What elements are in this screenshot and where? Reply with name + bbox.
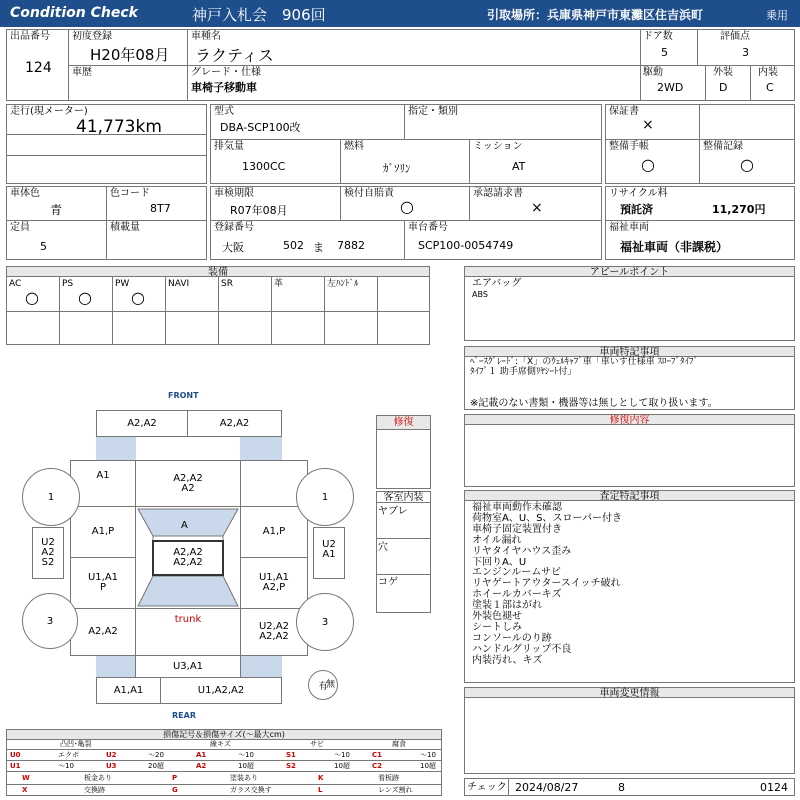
fuel: ｶﾞｿﾘﾝ bbox=[383, 162, 411, 175]
legend-desc: ガラス交換す bbox=[230, 786, 272, 794]
reg-class: 502 bbox=[283, 239, 304, 252]
legend-desc: エクボ bbox=[58, 751, 79, 759]
reg-area: 大阪 bbox=[222, 241, 244, 254]
legend-desc: 〜20 bbox=[148, 751, 164, 759]
inspection-label: 車検期限 bbox=[214, 188, 254, 199]
rear-label: REAR bbox=[172, 711, 196, 720]
auction-title: 神戸入札会 906回 bbox=[192, 6, 326, 24]
condition-check-title: Condition Check bbox=[10, 5, 138, 21]
legend-group-corrosion: 腐食 bbox=[392, 740, 406, 748]
repair-content-title: 修復内容 bbox=[465, 415, 794, 425]
model-type: DBA-SCP100改 bbox=[220, 121, 301, 134]
recycle-label: リサイクル料 bbox=[609, 188, 668, 199]
trunk[interactable] bbox=[135, 608, 241, 656]
color-code-label: 色コード bbox=[110, 188, 150, 199]
reg-number: 7882 bbox=[337, 239, 365, 252]
left-pillar[interactable] bbox=[32, 527, 64, 579]
legend-code: U0 bbox=[10, 751, 21, 759]
windshield-text: A bbox=[181, 520, 188, 531]
legend-code: P bbox=[172, 774, 178, 782]
tire-rear-left-text: 3 bbox=[46, 615, 54, 627]
left-rear-door[interactable] bbox=[70, 557, 136, 609]
left-quarter[interactable] bbox=[70, 608, 136, 656]
legend-desc: 〜10 bbox=[238, 751, 254, 759]
legend-desc: 〜10 bbox=[334, 751, 350, 759]
equip-label-ps: PS bbox=[62, 279, 74, 289]
drive-label: 駆動 bbox=[643, 67, 663, 78]
tire-front-left[interactable] bbox=[22, 468, 80, 526]
tire-rear-right[interactable] bbox=[296, 593, 354, 651]
fuel-label: 燃料 bbox=[344, 141, 364, 152]
chassis-label: 車台番号 bbox=[408, 222, 448, 233]
right-pillar-text: U2 A1 bbox=[322, 539, 336, 560]
cabin-title: 客室内装 bbox=[377, 492, 430, 503]
inspector-note-line: リヤタイヤハウス歪み bbox=[472, 545, 572, 557]
equip-label-leather: 革 bbox=[274, 279, 284, 289]
legend-desc: 板金あり bbox=[84, 774, 112, 782]
vehicle-category: 乗用 bbox=[766, 9, 788, 22]
back-door[interactable] bbox=[135, 655, 241, 678]
change-title: 車両変更情報 bbox=[465, 688, 794, 698]
legend-desc: 塗装あり bbox=[230, 774, 258, 782]
mission: AT bbox=[512, 160, 526, 173]
legend-group-scratch: 線キズ bbox=[210, 740, 231, 748]
legend-code: U1 bbox=[10, 762, 21, 770]
equip-value-ps: ○ bbox=[78, 288, 92, 307]
legend-desc: 10超 bbox=[420, 762, 436, 770]
check-date: 2024/08/27 bbox=[515, 781, 579, 794]
inspector-note-line: 車椅子固定装置付き bbox=[472, 523, 562, 535]
check-bar bbox=[464, 778, 795, 796]
lot-no-label: 出品番号 bbox=[10, 31, 50, 42]
grade: 車椅子移動車 bbox=[191, 81, 257, 94]
interior-label: 内装 bbox=[758, 67, 778, 78]
legend-code: W bbox=[22, 774, 30, 782]
trunk-text: trunk bbox=[174, 614, 202, 625]
inspector-note-line: ホイールカバーキズ bbox=[472, 589, 562, 601]
rear-bumper-right[interactable] bbox=[160, 677, 282, 704]
change-box bbox=[464, 687, 795, 774]
cabin-tear: ヤブレ bbox=[378, 506, 408, 517]
reg-no-label: 登録番号 bbox=[214, 222, 254, 233]
first-reg-label: 初度登録 bbox=[72, 31, 112, 42]
legend-desc: 20超 bbox=[148, 762, 164, 770]
chassis-number: SCP100-0054749 bbox=[418, 239, 514, 252]
legend-code: G bbox=[172, 786, 178, 794]
check-label: チェック bbox=[467, 782, 507, 793]
inspector-notes-list bbox=[472, 503, 622, 667]
maint-record: ○ bbox=[740, 155, 754, 174]
equip-value-pw: ○ bbox=[131, 288, 145, 307]
type-label: 型式 bbox=[214, 106, 234, 117]
rear-bumper-left-text: A1,A1 bbox=[113, 684, 144, 696]
score-label: 評価点 bbox=[720, 31, 750, 42]
inspector-note-line: シートしみ bbox=[472, 621, 522, 633]
legend-code: S2 bbox=[286, 762, 296, 770]
spare-text: 無 bbox=[326, 680, 336, 690]
warranty-label: 保証書 bbox=[609, 106, 639, 117]
doors: 5 bbox=[661, 46, 668, 59]
score: 3 bbox=[742, 46, 749, 59]
front-bumper-right[interactable] bbox=[187, 410, 282, 437]
roof-text: A2,A2 A2,A2 bbox=[173, 547, 203, 568]
left-front-door-text: A1,P bbox=[91, 526, 115, 537]
inspector-note-line: ハンドルグリップ不良 bbox=[472, 643, 572, 655]
lot-no: 124 bbox=[25, 60, 52, 76]
roof[interactable] bbox=[152, 540, 224, 576]
inspector-note-line: 下回りA、U bbox=[472, 556, 527, 568]
pickup-location: 引取場所：兵庫県神戸市東灘区住吉浜町 bbox=[487, 8, 704, 22]
inspector-note-line: 福祉車両動作未確認 bbox=[472, 502, 562, 513]
inspector-notes-title: 査定特記事項 bbox=[465, 491, 794, 501]
inspector-note-line: 内装汚れ、キズ bbox=[472, 654, 543, 666]
right-rear-door-text: U1,A1 A2,P bbox=[258, 572, 290, 593]
rear-bumper-left[interactable] bbox=[96, 677, 161, 704]
inspector-note-line: コンソールのり跡 bbox=[472, 632, 552, 644]
doors-label: ドア数 bbox=[643, 31, 673, 42]
tire-front-right[interactable] bbox=[296, 468, 354, 526]
check-n: 8 bbox=[618, 781, 625, 794]
tire-front-right-text: 1 bbox=[321, 491, 329, 503]
model-name: ラクティス bbox=[195, 46, 274, 65]
legend-code: X bbox=[22, 786, 28, 794]
displacement-label: 排気量 bbox=[214, 141, 244, 152]
legend-code: A1 bbox=[196, 751, 207, 759]
mission-label: ミッション bbox=[473, 141, 523, 152]
front-label: FRONT bbox=[168, 391, 199, 400]
check-code: 0124 bbox=[760, 781, 788, 794]
warranty: × bbox=[642, 117, 654, 133]
legend-desc: 看板跡 bbox=[378, 774, 399, 782]
legend-code: U2 bbox=[106, 751, 117, 759]
grade-label: グレード・仕様 bbox=[191, 67, 261, 78]
body-color: 青 bbox=[50, 203, 63, 217]
legend-code: L bbox=[318, 786, 323, 794]
appeal-title: アピールポイント bbox=[465, 267, 794, 277]
legend-desc: 10超 bbox=[238, 762, 254, 770]
liability-insurance: ○ bbox=[400, 197, 414, 216]
left-rear-door-text: U1,A1 P bbox=[87, 572, 119, 593]
capacity-label: 定員 bbox=[10, 222, 30, 233]
legend-code: C2 bbox=[372, 762, 383, 770]
repair-title: 修復 bbox=[377, 416, 430, 430]
liability-label: 検付自賠責 bbox=[344, 188, 394, 199]
back-door-text: U3,A1 bbox=[172, 660, 204, 672]
tire-rear-left[interactable] bbox=[22, 593, 78, 649]
left-quarter-text: A2,A2 bbox=[88, 626, 118, 637]
cabin-burn: コゲ bbox=[378, 577, 398, 588]
transfer-doc-label: 承認請求書 bbox=[473, 188, 523, 199]
first-reg: H20年08月 bbox=[90, 46, 170, 64]
right-pillar[interactable] bbox=[313, 527, 345, 579]
inspector-note-line: 塗装１部はがれ bbox=[472, 600, 542, 612]
special-line-2: ﾀｲﾌﾟ１ 助手席側ﾘﾔｼｰﾄ付」 bbox=[470, 367, 577, 377]
designation-label: 指定・類別 bbox=[408, 106, 458, 117]
drive: 2WD bbox=[657, 81, 684, 94]
legend-code: A2 bbox=[196, 762, 207, 770]
reg-kana: ま bbox=[313, 241, 324, 254]
legend-title: 損傷記号＆損傷サイズ(〜最大cm) bbox=[7, 730, 441, 740]
maint-book-label: 整備手帳 bbox=[609, 141, 649, 152]
hood-text: A2,A2 A2 bbox=[173, 472, 203, 494]
hood[interactable] bbox=[135, 460, 241, 507]
right-quarter-text: U2,A2 A2,A2 bbox=[258, 621, 290, 642]
legend-group-rust: サビ bbox=[310, 740, 324, 748]
legend-desc: 10超 bbox=[334, 762, 350, 770]
appeal-line-2: ABS bbox=[472, 290, 488, 299]
left-front-fender[interactable] bbox=[70, 460, 136, 507]
model-name-label: 車種名 bbox=[191, 31, 221, 42]
mileage: 41,773km bbox=[76, 117, 162, 137]
equip-label-sr: SR bbox=[221, 279, 233, 289]
displacement: 1300CC bbox=[242, 160, 286, 173]
legend-desc: 交換跡 bbox=[84, 786, 105, 794]
special-disclaimer: ※記載のない書類・機器等は無しとして取り扱います。 bbox=[470, 398, 718, 409]
inspector-note-line: 荷物室A、U、S、スローパー付き bbox=[472, 512, 623, 524]
special-notes-title: 車両特記事項 bbox=[465, 347, 794, 357]
right-front-door-text: A1,P bbox=[262, 526, 286, 537]
mileage-label: 走行(現メーター) bbox=[10, 106, 88, 117]
front-bumper-left[interactable] bbox=[96, 410, 188, 437]
capacity: 5 bbox=[40, 240, 47, 253]
inspector-note-line: リヤゲートアウタースイッチ破れ bbox=[472, 578, 621, 590]
equip-value-ac: ○ bbox=[25, 288, 39, 307]
inspection-expiry: R07年08月 bbox=[230, 204, 288, 217]
right-rear-door[interactable] bbox=[240, 557, 308, 609]
recycle-fee: 11,270円 bbox=[712, 203, 766, 216]
legend-code: K bbox=[318, 774, 324, 782]
legend-group-dent: 凸凹･亀裂 bbox=[60, 740, 92, 748]
right-front-door[interactable] bbox=[240, 506, 308, 558]
maint-book: ○ bbox=[641, 155, 655, 174]
equipment-title: 装備 bbox=[7, 267, 429, 277]
welfare-vehicle: 福祉車両（非課税） bbox=[620, 240, 729, 254]
history-label: 車歴 bbox=[72, 67, 92, 78]
front-bumper-left-text: A2,A2 bbox=[127, 417, 157, 429]
load-label: 積載量 bbox=[110, 222, 140, 233]
equip-label-navi: NAVI bbox=[168, 279, 190, 289]
inspector-note-line: 外装色褪せ bbox=[472, 611, 522, 623]
tire-rear-right-text: 3 bbox=[321, 616, 329, 628]
legend-code: U3 bbox=[106, 762, 117, 770]
welfare-label: 福祉車両 bbox=[609, 222, 649, 233]
inspector-note-line: オイル漏れ bbox=[472, 534, 522, 546]
equip-label-lhd: 左ﾊﾝﾄﾞﾙ bbox=[327, 279, 359, 289]
spare-mark: 有 bbox=[318, 681, 328, 692]
equip-label-pw: PW bbox=[115, 279, 130, 289]
tire-front-left-text: 1 bbox=[47, 491, 55, 503]
legend-desc: 〜10 bbox=[420, 751, 436, 759]
recycle-status: 預託済 bbox=[620, 203, 653, 216]
appeal-line-1: エアバッグ bbox=[472, 278, 522, 289]
legend-desc: レンズ割れ bbox=[378, 786, 413, 794]
legend-code: S1 bbox=[286, 751, 296, 759]
color-code: 8T7 bbox=[150, 202, 171, 215]
legend-code: C1 bbox=[372, 751, 383, 759]
cabin-hole: 穴 bbox=[378, 542, 388, 553]
rear-bumper-right-text: U1,A2,A2 bbox=[197, 684, 245, 696]
exterior-label: 外装 bbox=[713, 67, 733, 78]
special-line-1: ﾍﾞｰｽｸﾞﾚｰﾄﾞ:「X」のｳｪﾙｷｬﾌﾞ車「車いす仕様車 ｽﾛｰﾌﾟﾀｲﾌﾟ bbox=[470, 357, 699, 367]
transfer-doc: × bbox=[531, 200, 543, 216]
front-bumper-right-text: A2,A2 bbox=[219, 417, 250, 429]
maint-record-label: 整備記録 bbox=[703, 141, 743, 152]
exterior-grade: D bbox=[719, 81, 728, 94]
equip-label-ac: AC bbox=[9, 279, 22, 289]
inspector-note-line: エンジンルームサビ bbox=[472, 567, 562, 579]
left-front-door[interactable] bbox=[70, 506, 136, 558]
color-label: 車体色 bbox=[10, 188, 40, 199]
interior-grade: C bbox=[766, 81, 774, 94]
left-pillar-text: U2 A2 S2 bbox=[41, 537, 55, 568]
legend-desc: 〜10 bbox=[58, 762, 74, 770]
left-front-fender-text: A1 bbox=[96, 470, 110, 481]
